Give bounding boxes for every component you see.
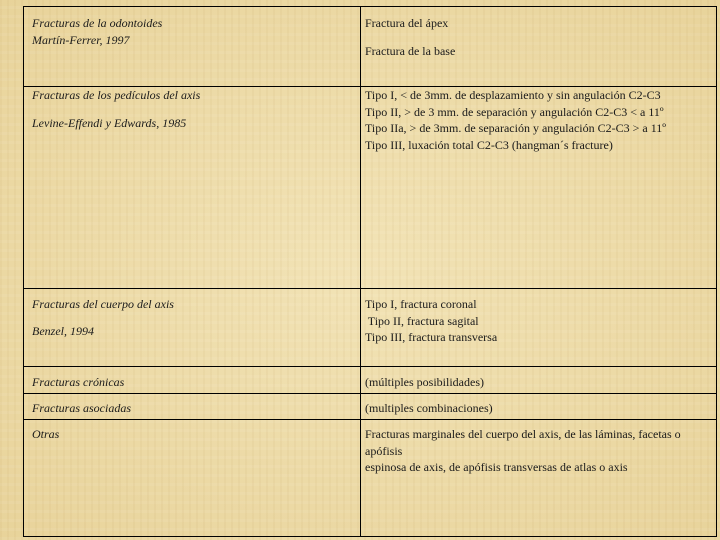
description-line: Fractura del ápex [365,16,449,30]
description-line: Tipo III, fractura transversa [365,330,498,344]
row-odontoid-description [365,15,710,59]
row-body-description [365,296,710,346]
description-line: espinosa de axis, de apófisis transversas de atlas o axis [365,460,628,474]
row-divider [24,419,716,420]
row-chronic-description [365,374,710,391]
description-line: Tipo II, fractura sagital [365,313,479,328]
fracture-type: Fracturas del cuerpo del axis [32,297,174,311]
description-line: Tipo I, fractura coronal [365,297,477,311]
fracture-classification-table [23,6,717,537]
row-other-description [365,426,710,476]
row-divider [24,393,716,394]
row-divider [24,288,716,289]
fracture-type: Fracturas crónicas [32,375,125,389]
row-divider [24,366,716,367]
row-pedicle-label [32,87,352,131]
fracture-type: Fracturas asociadas [32,401,131,415]
description-line: Tipo III, luxación total C2-C3 (hangman´s fracture) [365,137,613,152]
description-line: Fractura de la base [365,43,456,58]
row-chronic-label [32,374,352,391]
description-line: Tipo II, > de 3 mm. de separación y angulación C2-C3 < a 11º [365,104,664,119]
row-associated-description [365,400,710,417]
classification-author: Martín-Ferrer, 1997 [32,32,130,47]
row-body-label [32,296,352,339]
row-pedicle-description [365,87,710,153]
row-other-label [32,426,352,443]
description-line: Tipo I, < de 3mm. de desplazamiento y sin angulación C2-C3 [365,88,661,102]
row-associated-label [32,400,352,417]
fracture-type: Fracturas de los pedículos del axis [32,88,201,102]
fracture-type: Otras [32,427,60,441]
classification-author: Benzel, 1994 [32,323,94,338]
fracture-type: Fracturas de la odontoides [32,16,163,30]
description-line: (múltiples posibilidades) [365,375,484,389]
description-line: Fracturas marginales del cuerpo del axis, de las láminas, facetas o apófisis [365,427,681,458]
description-line: (multiples combinaciones) [365,401,493,415]
classification-author: Levine-Effendi y Edwards, 1985 [32,115,187,130]
description-line: Tipo IIa, > de 3mm. de separación y angulación C2-C3 > a 11º [365,121,666,135]
row-odontoid-label [32,15,352,48]
